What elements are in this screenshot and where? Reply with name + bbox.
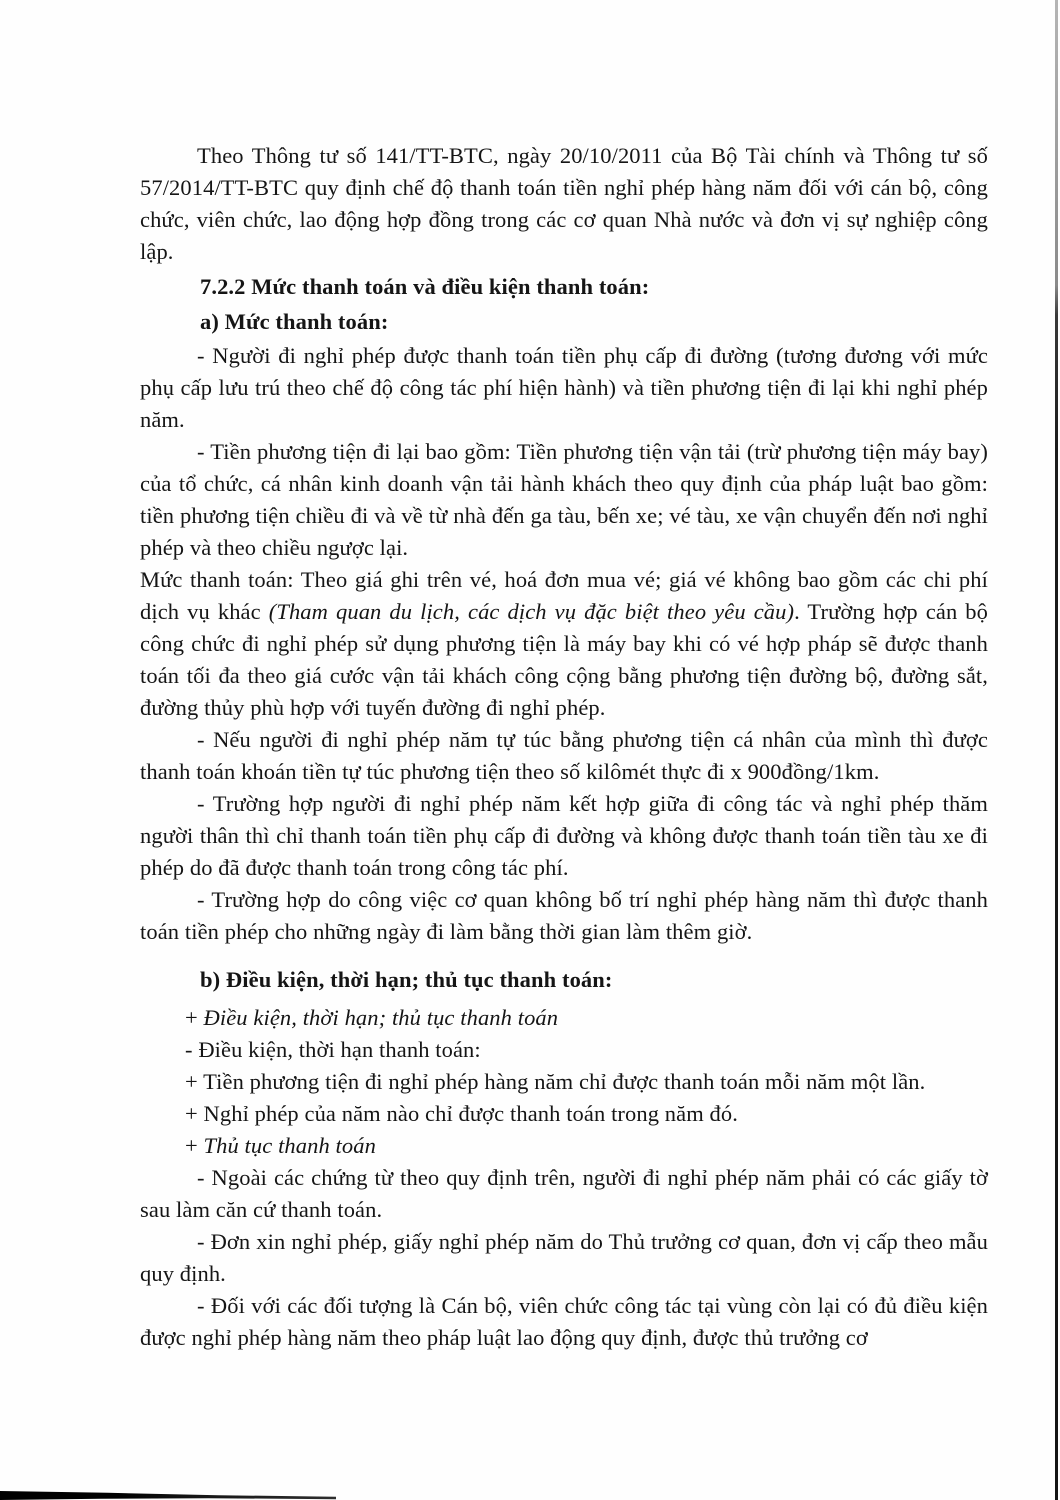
text-run: - Đối với các đối tượng là Cán bộ, viên chức công tác tại vùng còn lại có đủ điều kiện được nghỉ phép hàng năm theo pháp luật lao động quy định, được thủ trưởng cơ: [140, 1293, 988, 1350]
text-run: - Tiền phương tiện đi lại bao gồm: Tiền phương tiện vận tải (trừ phương tiện máy bay) của tổ chức, cá nhân kinh doanh vận tải hành khách theo quy định của pháp luật bao gồm: tiền phương tiện chiều đi và về từ nhà đến ga tàu, bến xe; vé tàu, xe vận chuyển đến nơi nghỉ phép và theo chiều ngược lại.: [140, 439, 988, 560]
section-heading: [200, 271, 988, 303]
text-run: Theo Thông tư số 141/TT-BTC, ngày 20/10/2011 của Bộ Tài chính và Thông tư số 57/2014/TT-BTC quy định chế độ thanh toán tiền nghỉ phép hàng năm đối với cán bộ, công chức, viên chức, lao động hợp đồng trong các cơ quan Nhà nước và đơn vị sự nghiệp công lập.: [140, 143, 988, 264]
scan-bottom-left-artifact: [0, 1490, 336, 1500]
text-run: - Người đi nghỉ phép được thanh toán tiền phụ cấp đi đường (tương đương với mức phụ cấp lưu trú theo chế độ công tác phí hiện hành) và tiền phương tiện đi lại khi nghỉ phép năm.: [140, 343, 988, 432]
paragraph: [140, 884, 988, 948]
text-run: b) Điều kiện, thời hạn; thủ tục thanh toán:: [200, 967, 613, 992]
text-run: Mức thanh toán: Theo giá ghi trên vé, hoá đơn mua vé; giá vé không bao gồm các chi phí dịch vụ khác: [140, 567, 988, 624]
text-run: +: [185, 1005, 204, 1030]
paragraph: [140, 724, 988, 788]
scan-right-edge-artifact: [1055, 0, 1058, 1500]
text-run: - Trường hợp người đi nghỉ phép năm kết hợp giữa đi công tác và nghỉ phép thăm người thân thì chỉ thanh toán tiền phụ cấp đi đường và không được thanh toán tiền tàu xe đi phép do đã được thanh toán trong công tác phí.: [140, 791, 988, 880]
italic-text-run: Thủ tục thanh toán: [203, 1133, 376, 1158]
italic-text-run: (Tham quan du lịch, các dịch vụ đặc biệt theo yêu cầu): [268, 599, 795, 624]
paragraph: [185, 1034, 988, 1066]
italic-text-run: Điều kiện, thời hạn; thủ tục thanh toán: [203, 1005, 559, 1030]
section-heading: [200, 306, 988, 338]
text-run: + Tiền phương tiện đi nghỉ phép hàng năm chỉ được thanh toán mỗi năm một lần.: [185, 1069, 926, 1094]
text-run: - Ngoài các chứng từ theo quy định trên, người đi nghỉ phép năm phải có các giấy tờ sau làm căn cứ thanh toán.: [140, 1165, 988, 1222]
section-heading: [200, 964, 988, 996]
text-run: - Đơn xin nghỉ phép, giấy nghỉ phép năm do Thủ trưởng cơ quan, đơn vị cấp theo mẫu quy định.: [140, 1229, 988, 1286]
paragraph: [185, 1098, 988, 1130]
paragraph: [185, 1130, 988, 1162]
paragraph: [140, 788, 988, 884]
text-run: 7.2.2 Mức thanh toán và điều kiện thanh toán:: [200, 274, 650, 299]
paragraph: [140, 1290, 988, 1354]
text-run: - Điều kiện, thời hạn thanh toán:: [185, 1037, 481, 1062]
paragraph: [140, 1226, 988, 1290]
text-run: - Nếu người đi nghỉ phép năm tự túc bằng phương tiện cá nhân của mình thì được thanh toán khoán tiền tự túc phương tiện theo số kilômét thực đi x 900đồng/1km.: [140, 727, 988, 784]
text-run: +: [185, 1133, 204, 1158]
document-body: [140, 140, 988, 1354]
paragraph: [140, 1162, 988, 1226]
text-run: + Nghỉ phép của năm nào chỉ được thanh toán trong năm đó.: [185, 1101, 738, 1126]
text-run: . Trường hợp cán bộ công chức đi nghỉ phép sử dụng phương tiện là máy bay khi có vé hợp pháp sẽ được thanh toán tối đa theo giá cước vận tải khách công cộng bằng phương tiện đường bộ, đường sắt, đường thủy phù hợp với tuyến đường đi nghỉ phép.: [140, 599, 988, 720]
paragraph: [140, 340, 988, 436]
paragraph: [140, 436, 988, 564]
paragraph: [140, 564, 988, 724]
text-run: a) Mức thanh toán:: [200, 309, 389, 334]
paragraph: [140, 140, 988, 268]
text-run: - Trường hợp do công việc cơ quan không bố trí nghỉ phép hàng năm thì được thanh toán tiền phép cho những ngày đi làm bằng thời gian làm thêm giờ.: [140, 887, 988, 944]
paragraph: [185, 1002, 988, 1034]
paragraph: [185, 1066, 988, 1098]
